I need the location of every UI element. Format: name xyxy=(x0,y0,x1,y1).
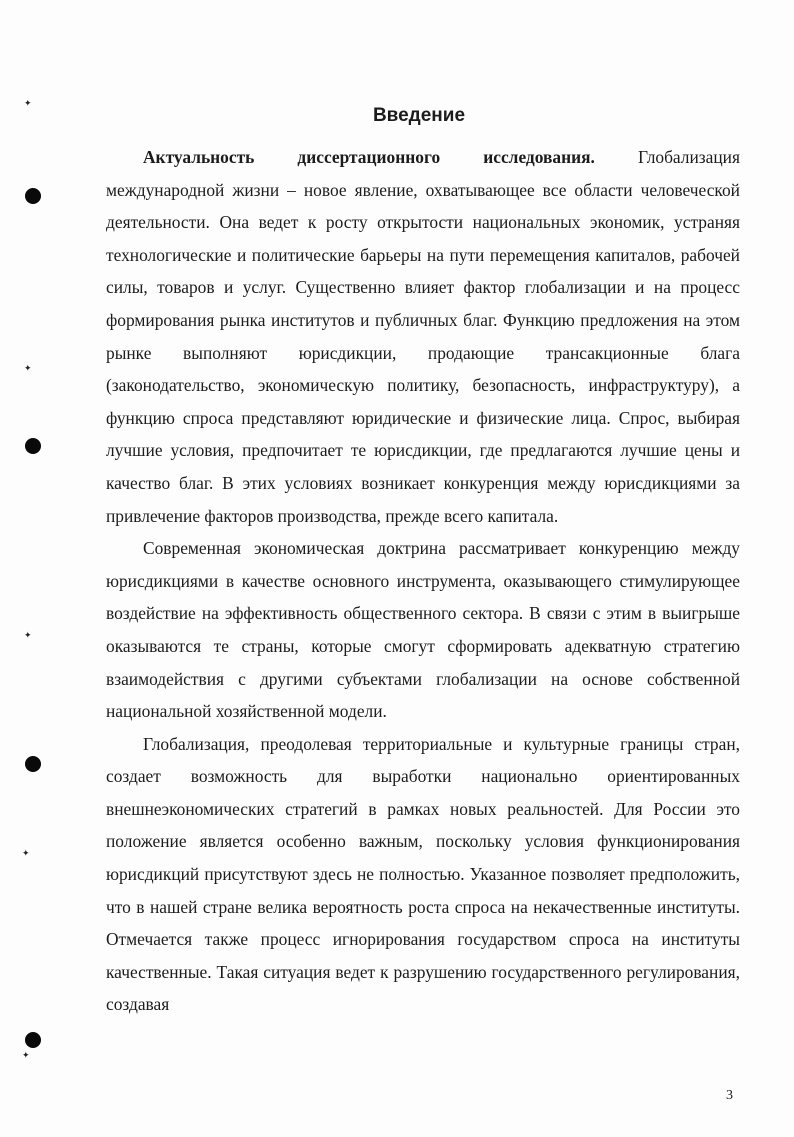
punch-hole-2 xyxy=(25,438,41,454)
scan-speck-1: ✦ xyxy=(24,99,32,109)
page-number: 3 xyxy=(726,1088,733,1103)
paragraph-2 xyxy=(106,532,740,728)
body-text xyxy=(106,141,740,1021)
scan-speck-2: ✦ xyxy=(24,364,32,374)
paragraph-1-lead: Актуальность диссертационного исследования. xyxy=(143,147,595,167)
paragraph-1 xyxy=(106,141,740,532)
scan-speck-4: ✦ xyxy=(22,849,30,859)
paragraph-3 xyxy=(106,728,740,1021)
scan-speck-3: ✦ xyxy=(24,631,32,641)
punch-hole-1 xyxy=(25,188,41,204)
paragraph-3-text: Глобализация, преодолевая территориальные и культурные границы стран, создает возможность для выработки национально ориентированных внешнеэкономических стратегий в рамках новых реальностей. Для России это положение является особенно важным, поскольку условия функционирования юрисдикций присутствуют здесь не полностью. Указанное позволяет предположить, что в нашей стране велика вероятность роста спроса на некачественные институты. Отмечается также процесс игнорирования государством спроса на институты качественные. Такая ситуация ведет к разрушению государственного регулирования, создавая xyxy=(106,733,740,1015)
section-heading: Введение xyxy=(372,105,466,126)
punch-hole-4 xyxy=(25,1032,41,1048)
paragraph-1-text: Глобализация международной жизни – новое явление, охватывающее все области человеческой деятельности. Она ведет к росту открытости национальных экономик, устраняя технологические и политические барьеры на пути перемещения капиталов, рабочей силы, товаров и услуг. Существенно влияет фактор глобализации и на процесс формирования рынка институтов и публичных благ. Функцию предложения на этом рынке выполняют юрисдикции, продающие трансакционные блага (законодательство, экономическую политику, безопасность, инфраструктуру), а функцию спроса представляют юридические и физические лица. Спрос, выбирая лучшие условия, предпочитает те юрисдикции, где предлагаются лучшие цены и качество благ. В этих условиях возникает конкуренция между юрисдикциями за привлечение факторов производства, прежде всего капитала. xyxy=(106,147,740,526)
paragraph-2-text: Современная экономическая доктрина рассматривает конкуренцию между юрисдикциями в качестве основного инструмента, оказывающего стимулирующее воздействие на эффективность общественного сектора. В связи с этим в выигрыше оказываются те страны, которые смогут сформировать адекватную стратегию взаимодействия с другими субъектами глобализации на основе собственной национальной хозяйственной модели. xyxy=(106,538,740,722)
punch-hole-3 xyxy=(25,756,41,772)
scan-speck-5: ✦ xyxy=(22,1051,30,1061)
